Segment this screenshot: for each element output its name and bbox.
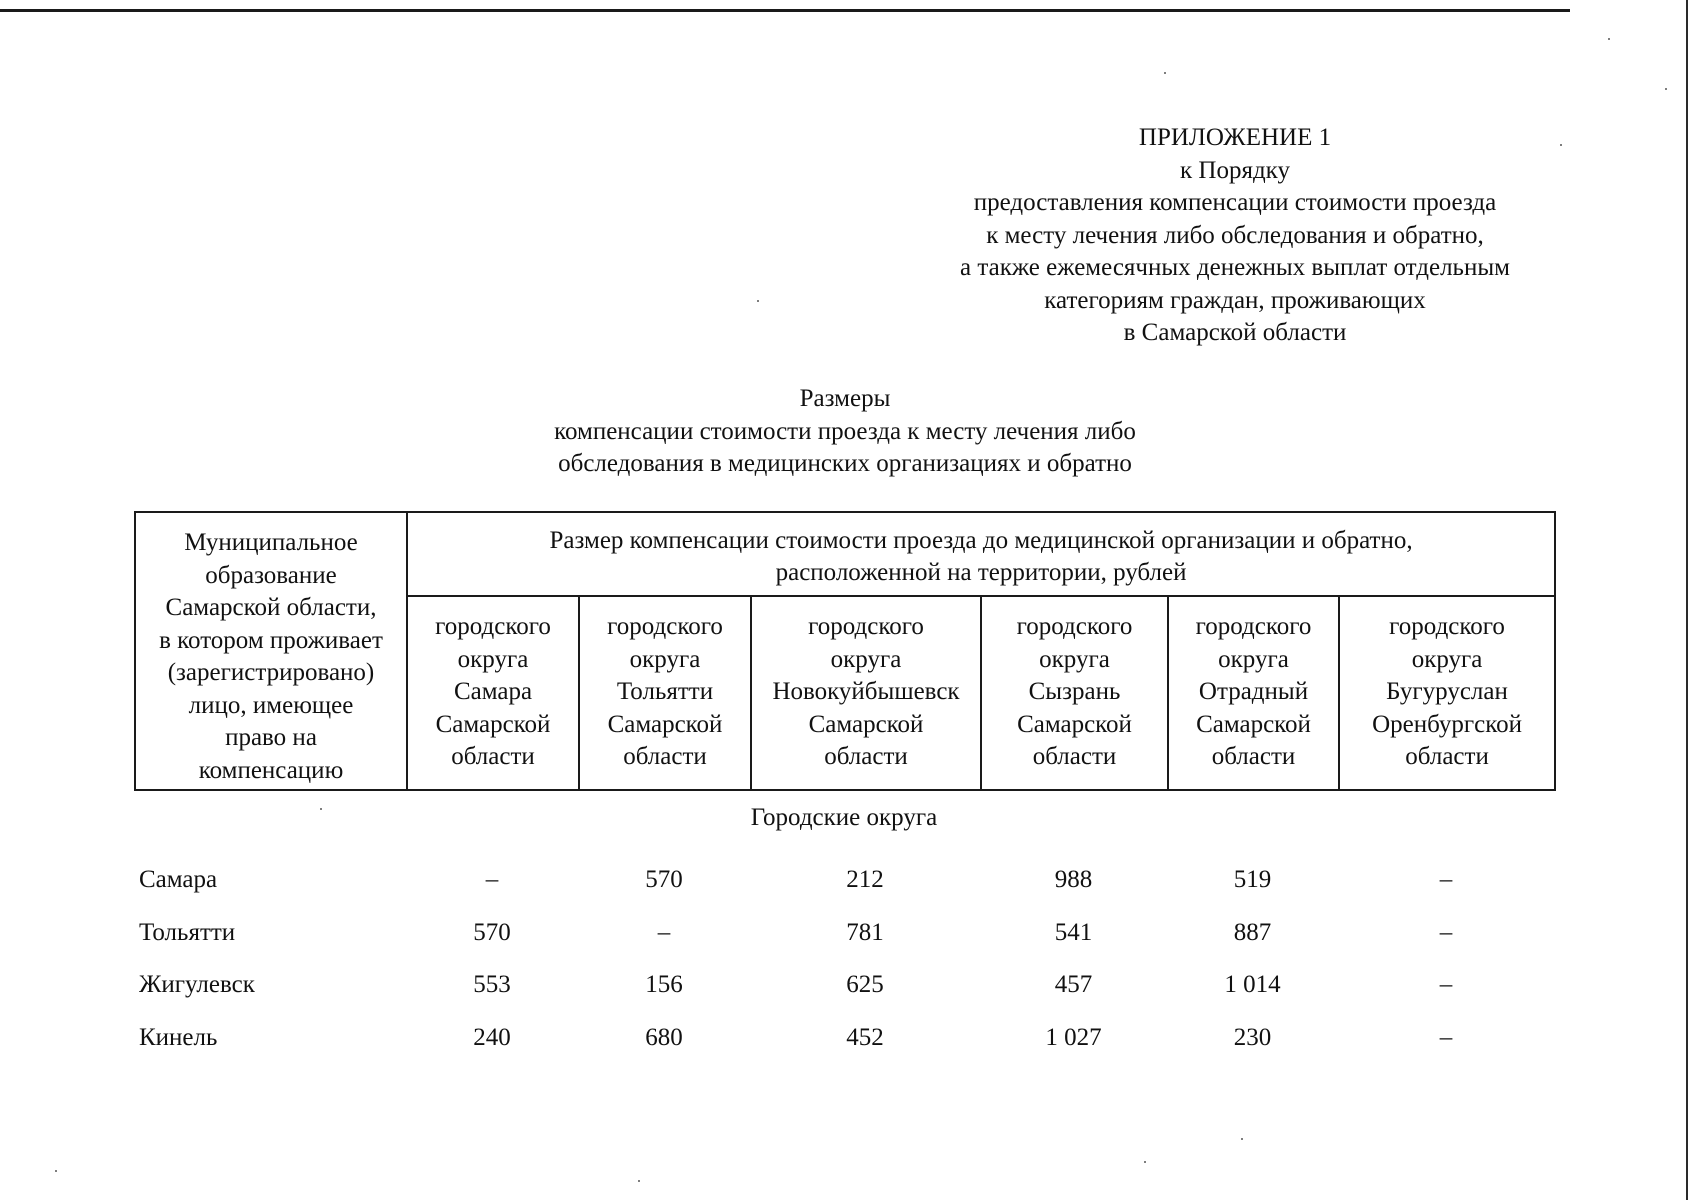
table-cell: 680: [645, 1023, 683, 1051]
header-text: Самарской: [607, 710, 723, 738]
header-text: расположенной на территории, рублей: [775, 559, 1187, 586]
header-text: Самарской области,: [165, 594, 377, 621]
header-text: Самарской: [808, 710, 924, 738]
table-row: [134, 907, 1554, 960]
header-text: округа: [830, 645, 902, 673]
scan-speck: [55, 1170, 57, 1172]
header-text: Оренбургской: [1372, 710, 1522, 738]
title-line: обследования в медицинских организациях и обратно: [558, 450, 1132, 477]
title-line: Размеры: [799, 385, 891, 412]
header-text: Самара: [453, 678, 533, 705]
appendix-line: к месту лечения либо обследования и обратно,: [986, 221, 1484, 249]
table-cell: 457: [1054, 971, 1093, 999]
header-text: области: [1405, 743, 1489, 770]
appendix-heading: ПРИЛОЖЕНИЕ 1: [1138, 124, 1332, 151]
header-text: Размер компенсации стоимости проезда до медицинской организации и обратно,: [549, 527, 1413, 554]
table-cell: 781: [846, 918, 884, 946]
row-municipality-name: Жигулевск: [139, 971, 255, 999]
header-text: области: [1211, 743, 1296, 770]
compensation-table-body: [134, 854, 1554, 1064]
header-text: в котором проживает: [159, 626, 383, 654]
table-cell: 553: [473, 971, 511, 999]
header-text: области: [1032, 743, 1117, 770]
table-cell: –: [657, 918, 671, 946]
column-header-otradny: [1168, 596, 1339, 790]
table-row: [134, 854, 1554, 907]
table-cell: –: [1439, 1023, 1453, 1051]
header-text: округа: [1411, 645, 1483, 673]
appendix-line: а также ежемесячных денежных выплат отдельным: [960, 254, 1510, 281]
appendix-line: предоставления компенсации стоимости проезда: [973, 189, 1497, 216]
scan-speck: [638, 1180, 640, 1182]
column-header-buguruslan: [1339, 596, 1555, 790]
row-municipality-name: Кинель: [139, 1023, 218, 1051]
header-text: округа: [1218, 645, 1289, 673]
header-text: Отрадный: [1198, 678, 1309, 705]
header-text: Бугуруслан: [1386, 678, 1508, 705]
header-text: лицо, имеющее: [188, 691, 354, 719]
table-cell: 625: [846, 971, 884, 999]
appendix-line: категориям граждан, проживающих: [1044, 286, 1426, 314]
row-municipality-name: Самара: [139, 866, 218, 894]
table-cell: –: [1439, 866, 1453, 894]
table-cell: 519: [1233, 866, 1272, 894]
table-cell: 570: [645, 866, 683, 894]
top-border-line: [0, 9, 1570, 12]
header-text: области: [623, 743, 707, 770]
scan-speck: [1665, 88, 1667, 90]
header-text: Самарской: [1196, 710, 1311, 738]
table-cell: 1 014: [1224, 971, 1281, 999]
appendix-block: [915, 122, 1555, 350]
appendix-line: к Порядку: [1180, 156, 1290, 184]
header-text: области: [824, 743, 908, 770]
column-header-samara: [407, 596, 579, 790]
section-label-city-districts: Городские округа: [750, 804, 938, 831]
scan-speck: [1164, 72, 1166, 74]
column-header-tolyatti: [579, 596, 751, 790]
header-text: Сызрань: [1028, 678, 1121, 705]
header-text: компенсацию: [198, 756, 344, 784]
scan-speck: [1560, 144, 1562, 146]
header-text: городского: [1389, 613, 1505, 640]
table-cell: –: [1439, 918, 1453, 946]
compensation-size-header: [407, 512, 1555, 596]
document-title: [445, 383, 1245, 481]
header-text: Самарской: [1017, 710, 1132, 738]
column-header-novokuybyshevsk: [751, 596, 981, 790]
header-text: Тольятти: [616, 678, 714, 705]
table-row: [134, 959, 1554, 1012]
header-text: право на: [225, 724, 317, 751]
table-cell: 230: [1233, 1023, 1272, 1051]
header-text: городского: [1195, 613, 1312, 640]
municipality-column-header: [135, 512, 407, 790]
scan-speck: [1144, 1161, 1146, 1163]
table-cell: –: [1439, 971, 1453, 999]
table-cell: 240: [473, 1023, 511, 1051]
title-line: компенсации стоимости проезда к месту лечения либо: [554, 417, 1136, 445]
table-cell: 541: [1054, 918, 1093, 946]
table-cell: 156: [645, 971, 683, 999]
row-municipality-name: Тольятти: [139, 918, 236, 946]
column-header-syzran: [981, 596, 1168, 790]
header-text: округа: [1039, 645, 1110, 673]
header-text: Муниципальное: [184, 529, 358, 556]
header-text: городского: [808, 613, 924, 640]
appendix-line: в Самарской области: [1123, 319, 1347, 346]
scan-speck: [1241, 1138, 1243, 1140]
header-text: городского: [435, 613, 551, 640]
table-row: [134, 1012, 1554, 1065]
header-text: Новокуйбышевск: [772, 678, 960, 705]
header-text: образование: [205, 561, 337, 589]
table-cell: 887: [1233, 918, 1272, 946]
header-text: округа: [457, 645, 529, 673]
header-text: городского: [607, 613, 723, 640]
table-cell: 988: [1054, 866, 1093, 894]
right-border-line: [1686, 0, 1688, 1200]
header-text: городского: [1016, 613, 1133, 640]
table-cell: 452: [846, 1023, 884, 1051]
header-text: округа: [629, 645, 701, 673]
table-cell: 212: [846, 866, 884, 894]
compensation-table-header: [134, 511, 1556, 791]
scan-speck: [757, 300, 759, 302]
table-cell: 1 027: [1045, 1023, 1102, 1051]
header-text: области: [451, 743, 535, 770]
table-cell: –: [485, 866, 499, 894]
table-cell: 570: [473, 918, 511, 946]
header-text: Самарской: [435, 710, 551, 738]
header-text: (зарегистрировано): [167, 659, 375, 686]
scan-speck: [1608, 38, 1610, 40]
scan-speck: [320, 808, 322, 810]
